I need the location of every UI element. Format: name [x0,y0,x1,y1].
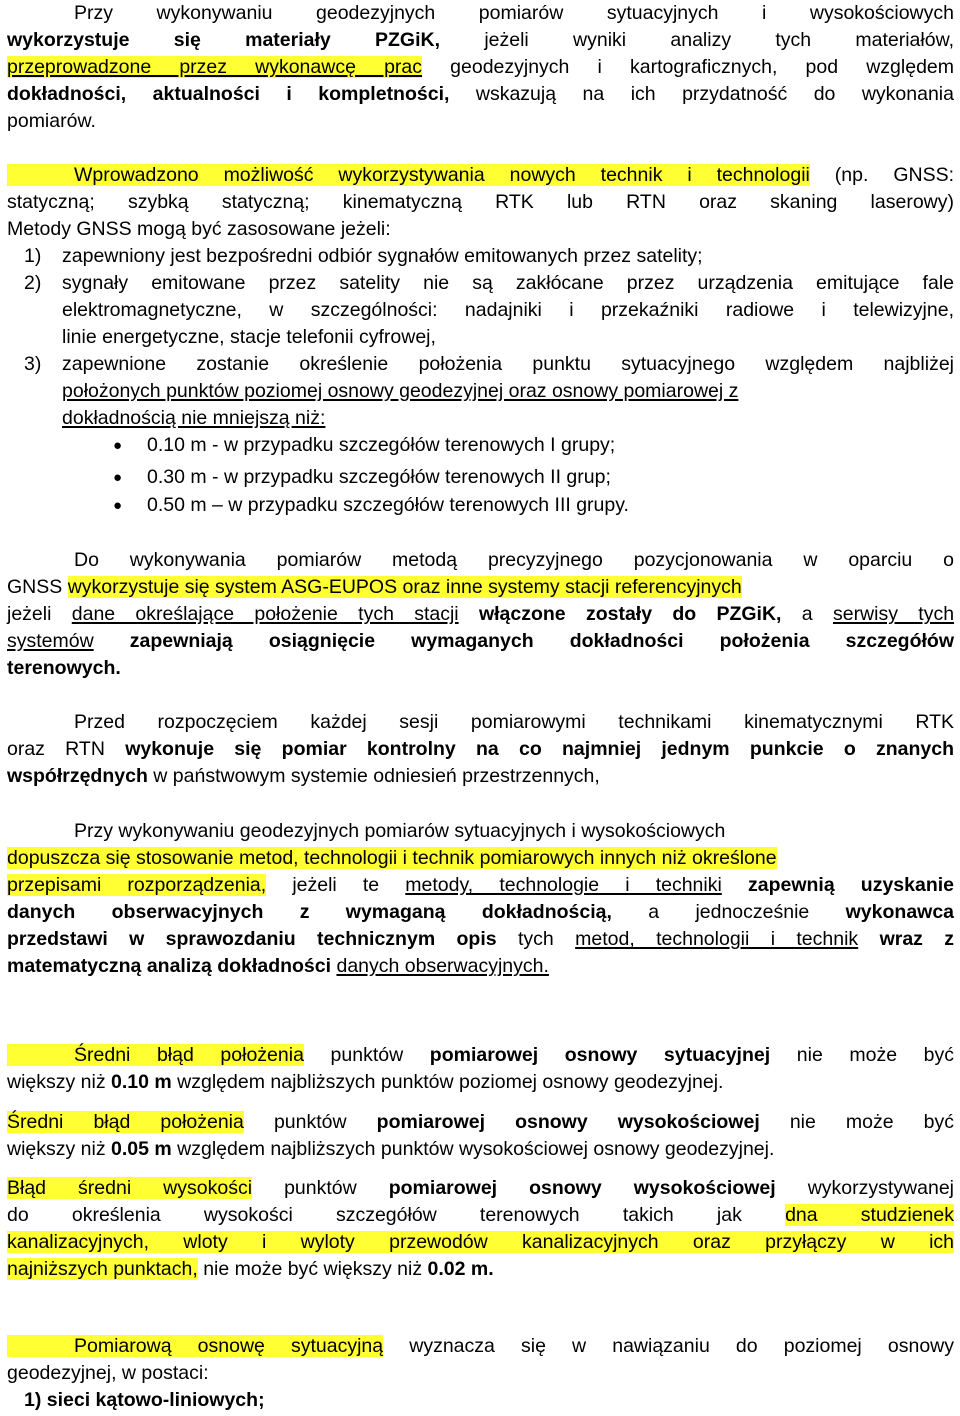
p5-line-2 [7,845,954,872]
p6-line-2: większy niż 0.10 m względem najbliższych punktów poziomej osnowy geodezyjnej. [7,1071,724,1093]
p3-line-5: terenowych. [7,657,121,679]
p9-line-1: Pomiarową osnowę sytuacyjną wyznacza się w nawiązaniu do poziomej osnowy [7,1333,954,1360]
bullet-icon: ● [113,437,123,454]
p5-line-3: przepisami rozporządzenia, jeżeli te metody, technologie i techniki zapewnią uzyskanie [7,874,955,896]
p2-line-1: Wprowadzono możliwość wykorzystywania nowych technik i technologii (np. GNSS: [7,162,954,189]
p8-line-2: do określenia wysokości szczegółów terenowych takich jak dna studzienek [7,1204,954,1226]
p3-line-3: jeżeli dane określające położenie tych stacji włączone zostały do PZGiK, a serwisy tych [7,603,955,625]
p9-line-3: 1) sieci kątowo-liniowych; [24,1389,265,1411]
p5-line-6: matematyczną analizą dokładności danych obserwacyjnych. [7,955,549,977]
p4-line-2: oraz RTN wykonuje się pomiar kontrolny na co najmniej jednym punkcie o znanych [7,738,955,760]
p2-line-2: statyczną; szybką statyczną; kinematyczną RTK lub RTN oraz skaning laserowy) [7,191,954,213]
p6-line-1: Średni błąd położenia punktów pomiarowej osnowy sytuacyjnej nie może być [7,1042,954,1069]
bullet-icon: ● [113,497,123,514]
highlight-text: przeprowadzone przez wykonawcę prac [7,56,423,78]
highlight-text: Średni błąd położenia [7,1044,304,1066]
p1-line-2: wykorzystuje się materiały PZGiK, jeżeli wyniki analizy tych materiałów, [7,29,955,51]
list-number: 1) [24,245,42,267]
list-number: 3) [24,353,42,375]
p3-line-4: systemów zapewniają osiągnięcie wymaganych dokładności położenia szczegółów [7,630,954,652]
highlight-text: Błąd średni wysokości [7,1177,253,1199]
p8-line-4: najniższych punktach, nie może być większy niż 0.02 m. [7,1258,494,1280]
p8-line-3 [7,1229,954,1256]
list-item: zapewnione zostanie określenie położenia punktu sytuacyjnego względem najbliżej [62,353,954,375]
list-number: 1) [24,1389,42,1411]
p8-line-1: Błąd średni wysokości punktów pomiarowej osnowy wysokościowej wykorzystywanej [7,1177,955,1199]
highlight-text: Średni błąd położenia [7,1111,244,1133]
p5-line-1: Przy wykonywaniu geodezyjnych pomiarów sytuacyjnych i wysokościowych [74,820,726,842]
list-item: sygnały emitowane przez satelity nie są zakłócane przez urządzenia emitujące fale [62,272,954,294]
highlight-text: dopuszcza się stosowanie metod, technologii i technik pomiarowych innych niż określone [7,847,777,869]
p9-line-2: geodezyjnej, w postaci: [7,1362,209,1384]
bullet-icon: ● [113,469,123,486]
list-item-continuation: położonych punktów poziomej osnowy geodezyjnej oraz osnowy pomiarowej z [62,380,739,402]
list-item: zapewniony jest bezpośredni odbiór sygnałów emitowanych przez satelity; [62,245,703,267]
list-item-continuation: linie energetyczne, stacje telefonii cyfrowej, [62,326,436,348]
list-number: 2) [24,272,42,294]
p7-line-1: Średni błąd położenia punktów pomiarowej osnowy wysokościowej nie może być [7,1111,955,1133]
highlight-text: kanalizacyjnych, wloty i wyloty przewodów kanalizacyjnych oraz przyłączy w ich [7,1231,954,1253]
p4-line-3: współrzędnych w państwowym systemie odniesień przestrzennych, [7,765,600,787]
highlight-text: najniższych punktach, [7,1258,198,1280]
p1-line-3: przeprowadzone przez wykonawcę prac geodezyjnych i kartograficznych, pod względem [7,56,955,78]
highlight-text: Wprowadzono możliwość wykorzystywania nowych technik i technologii [7,164,810,186]
p3-line-2: GNSS wykorzystuje się system ASG-EUPOS oraz inne systemy stacji referencyjnych [7,576,742,598]
highlight-text: Pomiarową osnowę sytuacyjną [7,1335,383,1357]
p3-line-1: Do wykonywania pomiarów metodą precyzyjnego pozycjonowania w oparciu o [74,549,954,571]
highlight-text: przepisami rozporządzenia, [7,874,267,896]
p5-line-5: przedstawi w sprawozdaniu technicznym opis tych metod, technologii i technik wraz z [7,928,955,950]
p5-line-4: danych obserwacyjnych z wymaganą dokładnością, a jednocześnie wykonawca [7,901,955,923]
document-page: Przy wykonywaniu geodezyjnych pomiarów sytuacyjnych i wysokościowych wykorzystuje się materiały PZGiK, jeżeli wyniki analizy tych materiałów, przeprowadzone przez wykonawcę prac geodezyjnych i kartograficznych, pod względem dokładności, aktualności i kompletności, wskazują na ich przydatność do wykonania pomiarów. Wprowadzono możliwość wykorzystywania nowych technik i technologii (np. GNSS: statyczną; szybką statyczną; kinematyczną RTK lub RTN oraz skaning laserowy) Metody GNSS mogą być zasosowane jeżeli: 1) zapewniony jest bezpośredni odbiór sygnałów emitowanych przez satelity; 2) sygnały emitowane przez satelity nie są zakłócane przez urządzenia emitujące fale elektromagnetyczne, w szczególności: nadajniki i przekaźniki radiowe i telewizyjne, linie energetyczne, stacje telefonii cyfrowej, 3) zapewnione zostanie określenie położenia punktu sytuacyjnego względem najbliżej położonych punktów poziomej osnowy geodezyjnej oraz osnowy pomiarowej z dokładnością nie mniejszą niż: ● 0.10 m - w przypadku szczegółów terenowych I grupy; ● 0.30 m - w przypadku szczegółów terenowych II grup; ● 0.50 m – w przypadku szczegółów terenowych III grupy. Do wykonywania pomiarów metodą precyzyjnego pozycjonowania w oparciu o GNSS wykorzystuje się system ASG-EUPOS oraz inne systemy stacji referencyjnych jeżeli dane określające położenie tych stacji włączone zostały do PZGiK, a serwisy tych systemów zapewniają osiągnięcie wymaganych dokładności położenia szczegółów terenowych. Przed rozpoczęciem każdej sesji pomiarowymi technikami kinematycznymi RTK oraz RTN wykonuje się pomiar kontrolny na co najmniej jednym punkcie o znanych współrzędnych w państwowym systemie odniesień przestrzennych, Przy wykonywaniu geodezyjnych pomiarów sytuacyjnych i wysokościowych dopuszcza się stosowanie metod, technologii i technik pomiarowych innych niż określone przepisami rozporządzenia, jeżeli te metody, technologie i techniki zapewnią uzyskanie danych obserwacyjnych z wymaganą dokładnością, a jednocześnie wykonawca przedstawi w sprawozdaniu technicznym opis tych metod, technologii i technik wraz z matematyczną analizą dokładności danych obserwacyjnych. Średni błąd położenia punktów pomiarowej osnowy sytuacyjnej nie może być większy niż 0.10 m względem najbliższych punktów poziomej osnowy geodezyjnej. Średni błąd położenia punktów pomiarowej osnowy wysokościowej nie może być większy niż 0.05 m względem najbliższych punktów wysokościowej osnowy geodezyjnej. Błąd średni wysokości punktów pomiarowej osnowy wysokościowej wykorzystywanej do określenia wysokości szczegółów terenowych takich jak dna studzienek kanalizacyjnych, wloty i wyloty przewodów kanalizacyjnych oraz przyłączy w ich najniższych punktach, nie może być większy niż 0.02 m. Pomiarową osnowę sytuacyjną wyznacza się w nawiązaniu do poziomej osnowy geodezyjnej, w postaci: 1) sieci kątowo-liniowych; [0,0,960,1416]
p4-line-1: Przed rozpoczęciem każdej sesji pomiarowymi technikami kinematycznymi RTK [74,711,954,733]
bold-text: wykorzystuje się materiały PZGiK, [7,29,441,51]
bold-text: dokładności, aktualności i kompletności, [7,83,450,105]
list-item-continuation: elektromagnetyczne, w szczególności: nadajniki i przekaźniki radiowe i telewizyjne, [62,299,954,321]
p2-line-3: Metody GNSS mogą być zasosowane jeżeli: [7,218,391,240]
highlight-text: wykorzystuje się system ASG-EUPOS oraz inne systemy stacji referencyjnych [67,576,742,598]
p7-line-2: większy niż 0.05 m względem najbliższych punktów wysokościowej osnowy geodezyjnej. [7,1138,775,1160]
highlight-text: dna studzienek [785,1204,954,1226]
p1-line-1: Przy wykonywaniu geodezyjnych pomiarów sytuacyjnych i wysokościowych [74,2,954,24]
p1-line-5: pomiarów. [7,110,96,132]
p1-line-4: dokładności, aktualności i kompletności, wskazują na ich przydatność do wykonania [7,83,954,105]
list-item-continuation: dokładnością nie mniejszą niż: [62,407,326,429]
